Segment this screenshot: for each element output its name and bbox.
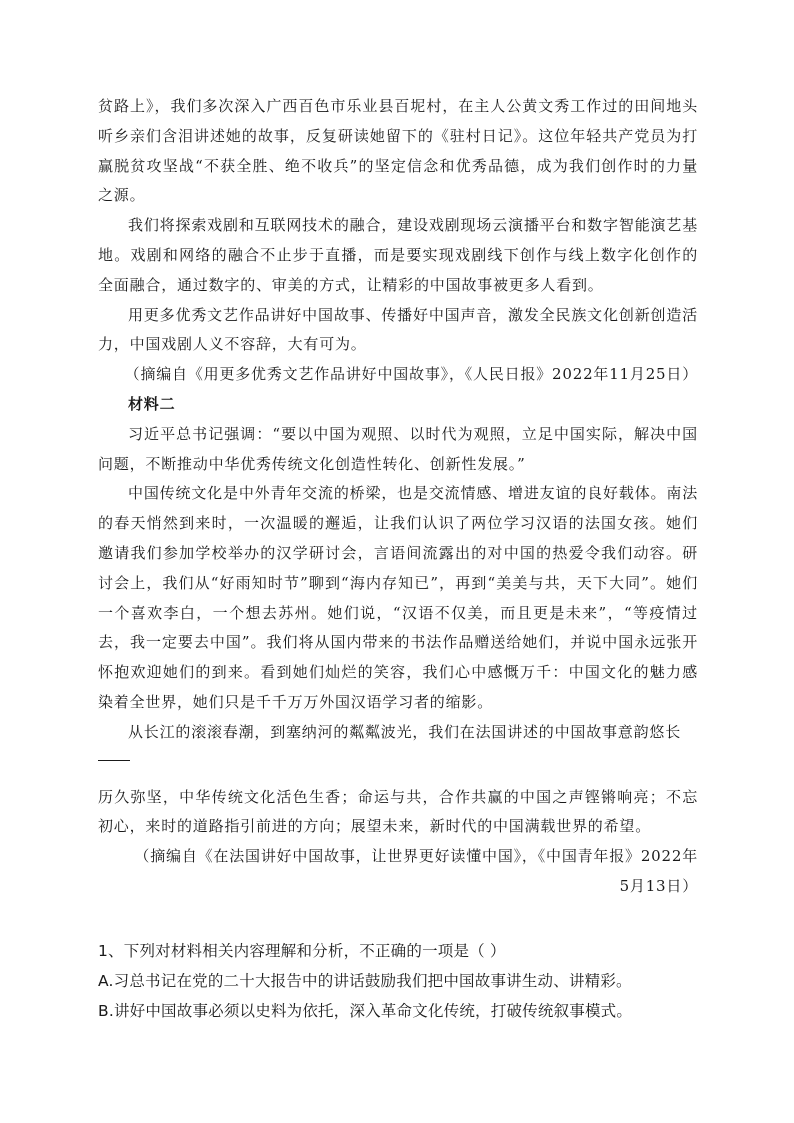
option-b: B.讲好中国故事必须以史料为依托，深入革命文化传统，打破传统叙事模式。	[98, 1002, 633, 1020]
em-dash-line	[98, 760, 130, 761]
material-two-paragraph: 中国传统文化是中外青年交流的桥梁，也是交流情感、增进友谊的良好载体。南法的春天悄然到来时，一次温暖的邂逅，让我们认识了两位学习汉语的法国女孩。她们邀请我们参加学校举办的汉学研讨会，言语间流露出的对中国的热爱令我们动容。研讨会上，我们从“好雨知时节”聊到“海内存知已”，再到“美美与共，天下大同”。她们一个喜欢李白，一个想去苏州。她们说，“汉语不仅美，而且更是未来”，“等疫情过去，我一定要去中国”。我们将从国内带来的书法作品赠送给她们，并说中国永远张开怀抱欢迎她们的到来。看到她们灿烂的笑容，我们心中感慨万千：中国文化的魅力感染着全世界，她们只是千千万万外国汉语学习者的缩影。	[98, 484, 698, 711]
material-two-source-date: 5月13日）	[619, 876, 698, 895]
material-two-paragraph: 从长江的滚滚春潮，到塞纳河的粼粼波光，我们在法国讲述的中国故事意韵悠长	[128, 722, 682, 741]
material-two-heading: 材料二	[128, 394, 176, 413]
reading-passage	[98, 92, 698, 902]
material-two-paragraph: 习近平总书记强调：“要以中国为观照、以时代为观照，立足中国实际，解决中国问题，不断推动中华优秀传统文化创造性转化、创新性发展。”	[98, 424, 698, 473]
material-one-paragraph: 用更多优秀文艺作品讲好中国故事、传播好中国声音，激发全民族文化创新创造活力，中国戏剧人义不容辞，大有可为。	[98, 305, 698, 354]
option-a: A.习总书记在党的二十大报告中的讲话鼓励我们把中国故事讲生动、讲精彩。	[98, 972, 632, 990]
question-stem: 1、下列对材料相关内容理解和分析，不正确的一项是（ ）	[98, 942, 506, 960]
question-block	[98, 936, 698, 1026]
material-two-paragraph: 历久弥坚，中华传统文化活色生香；命运与共，合作共赢的中国之声铿锵响亮；不忘初心，来时的道路指引前进的方向；展望未来，新时代的中国满载世界的希望。	[98, 787, 698, 836]
material-one-source: （摘编自《用更多优秀文艺作品讲好中国故事》，《人民日报》2022年11月25日）	[124, 365, 698, 384]
material-two-source: （摘编自《在法国讲好中国故事，让世界更好读懂中国》，《中国青年报》2022年	[134, 847, 698, 866]
material-one-paragraph: 贫路上》，我们多次深入广西百色市乐业县百坭村，在主人公黄文秀工作过的田间地头听乡亲们含泪讲述她的故事，反复研读她留下的《驻村日记》。这位年轻共产党员为打赢脱贫攻坚战“不获全胜、绝不收兵”的坚定信念和优秀品德，成为我们创作时的力量之源。	[98, 97, 698, 205]
material-one-paragraph: 我们将探索戏剧和互联网技术的融合，建设戏剧现场云演播平台和数字智能演艺基地。戏剧和网络的融合不止步于直播，而是要实现戏剧线下创作与线上数字化创作的全面融合，通过数字的、审美的方式，让精彩的中国故事被更多人看到。	[98, 216, 698, 294]
